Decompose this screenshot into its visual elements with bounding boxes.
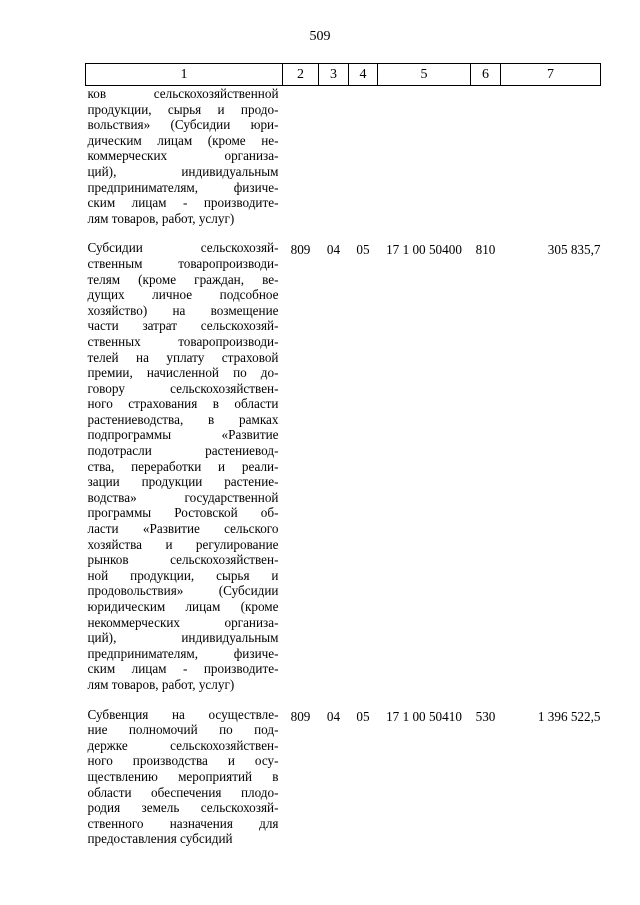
- description-line: говору сельскохозяйствен-: [87, 380, 279, 396]
- description-line: подпрограммы «Развитие: [87, 427, 279, 443]
- description-line: вольствия» (Субсидии юри-: [87, 117, 279, 133]
- ministry-code: [283, 86, 319, 227]
- description-line: дущих личное подсобное: [87, 287, 279, 303]
- subsection-code: 05: [356, 708, 370, 724]
- ministry-code: 809: [290, 708, 311, 724]
- header-col-4: 4: [349, 64, 378, 86]
- target-article: 17 1 00 50400: [386, 242, 462, 258]
- description-line: Субвенция на осуществле-: [87, 706, 279, 722]
- description-line: области обеспечения плодо-: [87, 784, 279, 800]
- ministry-code: 809: [290, 242, 311, 258]
- subsection-code: [349, 86, 378, 227]
- description-line: предпринимателям, физиче-: [87, 179, 279, 195]
- description-line: программы Ростовской об-: [87, 505, 279, 521]
- description-line: некоммерческих организа-: [87, 614, 279, 630]
- table-row: [86, 226, 601, 692]
- expense-type: [471, 86, 501, 227]
- description-line: премии, начисленной по до-: [87, 365, 279, 381]
- description-line: лям товаров, работ, услуг): [87, 210, 235, 226]
- target-article: 17 1 00 50410: [386, 708, 462, 724]
- description-line: предоставления субсидий: [87, 831, 233, 847]
- amount-value: [501, 86, 601, 227]
- row-description: [86, 86, 283, 227]
- header-col-2: 2: [283, 64, 319, 86]
- section-code: [319, 86, 349, 227]
- header-col-1: 1: [86, 64, 283, 86]
- description-line: ществлению мероприятий в: [87, 768, 279, 784]
- description-line: телям (кроме граждан, ве-: [87, 271, 279, 287]
- row-description: [86, 226, 283, 692]
- description-line: ной продукции, сырья и: [87, 567, 279, 583]
- description-line: рынков сельскохозяйствен-: [87, 552, 279, 568]
- expense-type: 810: [475, 242, 496, 258]
- description-line: зации продукции растение-: [87, 474, 279, 490]
- description-line: лям товаров, работ, услуг): [87, 676, 235, 692]
- description-line: ским лицам - производите-: [87, 195, 279, 211]
- description-line: коммерческих организа-: [87, 148, 279, 164]
- table-header-row: [86, 64, 601, 86]
- description-line: подотрасли растениевод-: [87, 443, 279, 459]
- description-line: держке сельскохозяйствен-: [87, 737, 279, 753]
- description-line: хозяйства и регулирование: [87, 536, 279, 552]
- section-code: 04: [326, 708, 341, 724]
- description-line: ций), индивидуальным: [87, 163, 279, 179]
- description-line: продовольствия» (Субсидии: [87, 583, 279, 599]
- description-line: ций), индивидуальным: [87, 630, 279, 646]
- header-col-7: 7: [501, 64, 601, 86]
- description-line: растениеводства, в рамках: [87, 411, 279, 427]
- description-line: юридическим лицам (кроме: [87, 599, 279, 614]
- section-code: 04: [326, 242, 341, 258]
- description-line: Субсидии сельскохозяй-: [87, 240, 279, 256]
- description-line: продукции, сырья и продо-: [87, 101, 279, 117]
- description-line: ного производства и осу-: [87, 753, 279, 769]
- table-body: [86, 86, 601, 847]
- description-line: хозяйство) на возмещение: [87, 302, 279, 318]
- budget-table: [85, 63, 601, 847]
- amount-value: 1 396 522,5: [537, 708, 601, 724]
- description-line: ласти «Развитие сельского: [87, 521, 279, 537]
- header-col-3: 3: [319, 64, 349, 86]
- description-line: телей на уплату страховой: [87, 349, 279, 365]
- description-line: ственного назначения для: [87, 815, 279, 831]
- target-article: [378, 86, 471, 227]
- description-line: дическим лицам (кроме не-: [87, 132, 279, 148]
- page-number: 509: [309, 29, 331, 44]
- description-line: родия земель сельскохозяй-: [87, 800, 279, 816]
- header-col-6: 6: [471, 64, 501, 86]
- table-row: [86, 693, 601, 847]
- description-line: ским лицам - производите-: [87, 661, 279, 677]
- row-description: [86, 693, 283, 847]
- description-line: ного страхования в области: [87, 396, 279, 412]
- description-line: водства» государственной: [87, 489, 279, 505]
- description-line: ние полномочий по под-: [87, 722, 279, 738]
- description-line: части затрат сельскохозяй-: [87, 318, 279, 334]
- description-line: ственным товаропроизводи-: [87, 255, 279, 271]
- subsection-code: 05: [356, 242, 370, 258]
- description-line: предпринимателям, физиче-: [87, 645, 279, 661]
- header-col-5: 5: [378, 64, 471, 86]
- description-line: ства, переработки и реали-: [87, 458, 279, 474]
- description-line: ков сельскохозяйственной: [87, 86, 279, 101]
- amount-value: 305 835,7: [547, 242, 601, 258]
- description-line: ственных товаропроизводи-: [87, 333, 279, 349]
- expense-type: 530: [475, 708, 496, 724]
- table-row: [86, 86, 601, 227]
